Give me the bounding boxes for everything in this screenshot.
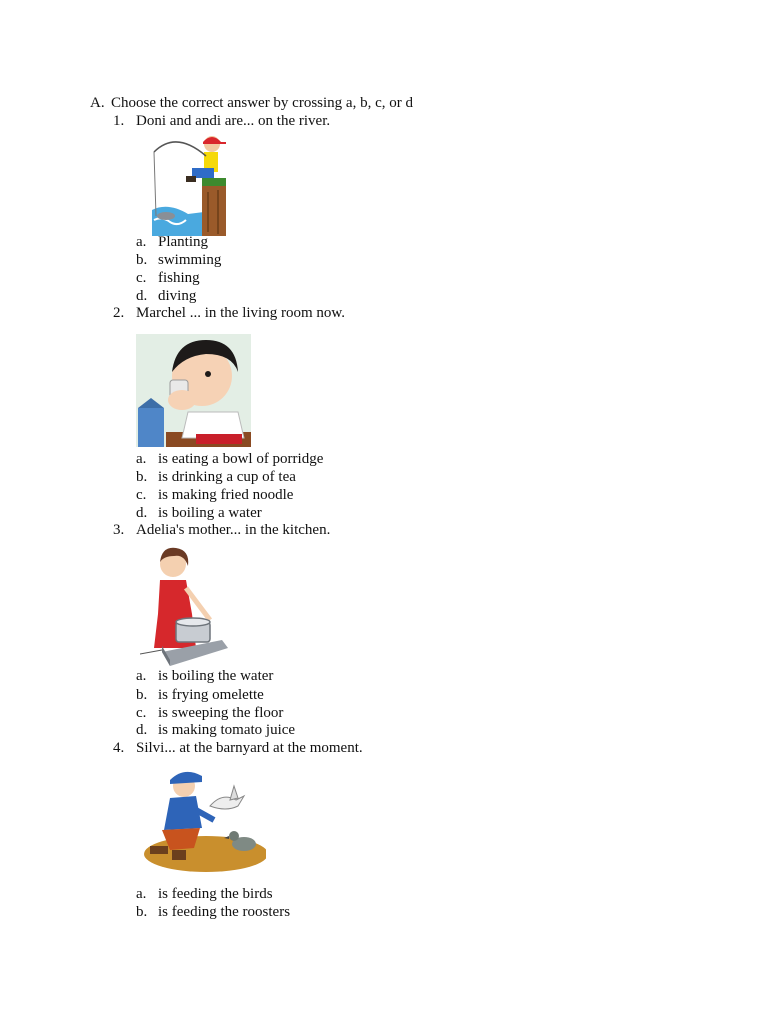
question-3-number: 3. (113, 522, 125, 538)
option-letter: a. (136, 451, 147, 467)
option-letter: c. (136, 270, 147, 286)
option-text: fishing (158, 270, 200, 286)
option-letter: b. (136, 904, 148, 920)
option-text: is making fried noodle (158, 487, 294, 503)
question-4-text: Silvi... at the barnyard at the moment. (136, 740, 363, 756)
option-text: is boiling the water (158, 668, 274, 684)
option-text: is feeding the roosters (158, 904, 291, 920)
option-letter: a. (136, 886, 147, 902)
option-text: is feeding the birds (158, 886, 273, 902)
option-letter: b. (136, 687, 148, 703)
option-text: diving (158, 288, 197, 304)
option-letter: d. (136, 288, 148, 304)
option-letter: a. (136, 668, 147, 684)
section-instruction: Choose the correct answer by crossing a, b, c, or d (111, 95, 413, 111)
option-letter: a. (136, 234, 147, 250)
question-4-number: 4. (113, 740, 125, 756)
option-text: Planting (158, 234, 209, 250)
option-letter: c. (136, 487, 147, 503)
question-1-text: Doni and andi are... on the river. (136, 113, 331, 129)
option-text: is frying omelette (158, 687, 264, 703)
mother-cooking-illustration (140, 544, 232, 668)
option-letter: c. (136, 705, 147, 721)
question-1-number: 1. (113, 113, 125, 129)
option-letter: d. (136, 505, 148, 521)
option-text: is eating a bowl of porridge (158, 451, 324, 467)
option-text: is sweeping the floor (158, 705, 284, 721)
fishing-boy-illustration (148, 132, 228, 236)
option-letter: b. (136, 252, 148, 268)
question-2-text: Marchel ... in the living room now. (136, 305, 345, 321)
option-letter: d. (136, 722, 148, 738)
option-text: is drinking a cup of tea (158, 469, 296, 485)
option-text: is boiling a water (158, 505, 262, 521)
question-3-text: Adelia's mother... in the kitchen. (136, 522, 331, 538)
option-text: swimming (158, 252, 222, 268)
boy-drinking-illustration (136, 334, 251, 447)
girl-feeding-birds-illustration (140, 766, 266, 878)
section-letter: A. (90, 95, 105, 111)
question-2-number: 2. (113, 305, 125, 321)
option-letter: b. (136, 469, 148, 485)
option-text: is making tomato juice (158, 722, 296, 738)
